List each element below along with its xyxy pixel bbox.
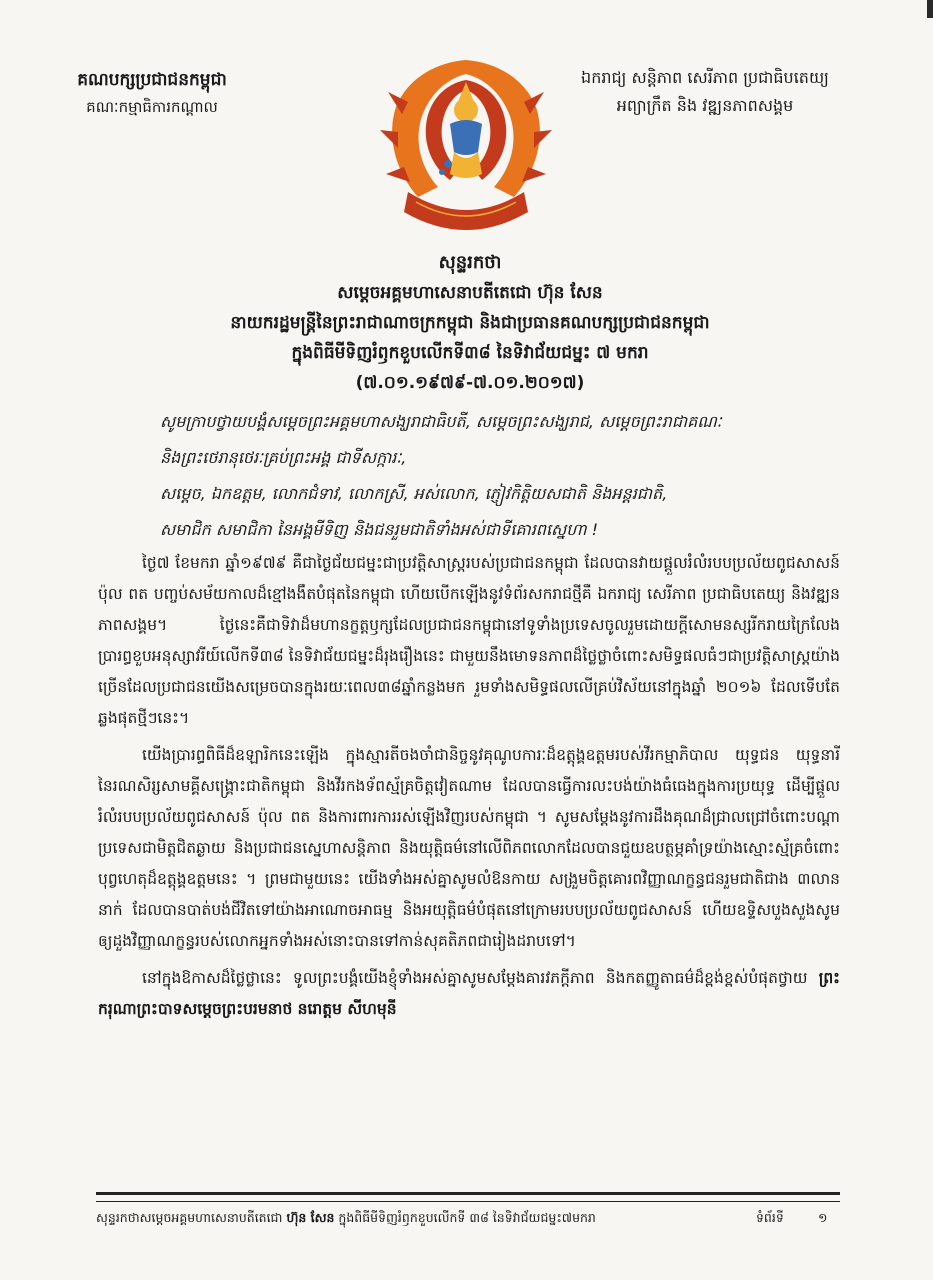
salutation-line: សូមក្រាបថ្វាយបង្គំសម្ដេចព្រះអគ្គមហាសង្ឃរាជាធិបតី, សម្ដេចព្រះសង្ឃរាជ, សម្ដេចព្រះរាជាគណៈ — [160, 412, 722, 431]
motto-line-2: អព្យាក្រឹត និង វឌ្ឍនភាពសង្គម — [616, 96, 794, 115]
speech-body — [98, 548, 840, 1031]
motto-line-1: ឯករាជ្យ សន្តិភាព សេរីភាព ប្រជាធិបតេយ្យ — [581, 68, 829, 87]
paragraph-text: នៅក្នុងឱកាសដ៏ថ្លៃថ្លានេះ ទូលព្រះបង្គំយើងខ្ញុំទាំងអស់គ្នាសូមសម្ដែងគារវភក្តីភាព និងកតញ្ញូតាធម៌ដ៏ខ្ពង់ខ្ពស់បំផុតថ្វាយ — [142, 969, 819, 987]
paragraph: យើងប្រារព្ធពិធីដ៏ឧឡារិកនេះឡើង ក្នុងស្មារតីចងចាំជានិច្ចនូវគុណូបការៈដ៏ឧត្តុង្គឧត្តមរបស់វីរកម្មាភិបាល យុទ្ធជន យុទ្ធនារី នៃរណសិរ្សសាមគ្គីសង្គ្រោះជាតិកម្ពុជា និងវីរកងទ័ពស្ម័គ្រចិត្តវៀតណាម ដែលបានធ្វើការលះបង់យ៉ាងធំធេងក្នុងការប្រយុទ្ធ ដើម្បីផ្ដួលរំលំរបបប្រល័យពូជសាសន៍ ប៉ុល ពត និងការពារការរស់ឡើងវិញរបស់កម្ពុជា ។ សូមសម្ដែងនូវការដឹងគុណដ៏ជ្រាលជ្រៅចំពោះបណ្ដាប្រទេសជាមិត្តជិតឆ្ងាយ និងប្រជាជនស្នេហាសន្តិភាព និងយុត្តិធម៌នៅលើពិភពលោកដែលបានជួយឧបត្ថម្ភគាំទ្រយ៉ាងស្មោះស្ម័គ្រចំពោះបុព្វហេតុដ៏ឧត្តុង្គឧត្តមនេះ ។ ព្រមជាមួយនេះ យើងទាំងអស់គ្នាសូមលំឱនកាយ សង្រួមចិត្តគោរពវិញ្ញាណក្ខន្ធជនរួមជាតិជាង ៣លាននាក់ ដែលបានបាត់បង់ជីវិតទៅយ៉ាងអាណោចអាធម្ម និងអយុត្តិធម៌បំផុតនៅក្រោមរបបប្រល័យពូជសាសន៍ ហើយឧទ្ទិសបួងសួងសូមឲ្យដួងវិញ្ញាណក្ខន្ធរបស់លោកអ្នកទាំងអស់នោះបានទៅកាន់សុគតិភពជារៀងដរាបទៅ។ — [98, 746, 840, 950]
event-name: ក្នុងពិធីមីទិញរំឭកខួបលើកទី៣៨ នៃទិវាជ័យជម្នះ ៧ មករា — [291, 343, 649, 363]
page-label: ទំព័រទី — [756, 1210, 784, 1225]
salutation-line: សមាជិក សមាជិកា នៃអង្គមីទិញ និងជនរួមជាតិទាំងអស់ជាទីគោរពស្នេហា ! — [160, 520, 599, 539]
footer-divider — [96, 1192, 840, 1202]
speaker-titles: នាយករដ្ឋមន្ត្រីនៃព្រះរាជាណាចក្រកម្ពុជា និងជាប្រធានគណបក្សប្រជាជនកម្ពុជា — [230, 313, 710, 333]
speech-heading: សុន្ទរកថា — [438, 252, 502, 273]
footer-speaker: ហ៊ុន សែន — [286, 1210, 335, 1225]
scan-edge — [927, 0, 933, 18]
salutation-line: និងព្រះថេរានុថេរៈគ្រប់ព្រះអង្គ ជាទីសក្ការៈ, — [160, 448, 407, 467]
footer-text: សុន្ទរកថាសម្ដេចអគ្គមហាសេនាបតីតេជោ — [96, 1210, 287, 1225]
party-name: គណបក្សប្រជាជនកម្ពុជា — [77, 70, 227, 90]
speech-title — [80, 248, 860, 398]
event-dates: (៧.០១.១៩៧៩-៧.០១.២០១៧) — [355, 373, 585, 393]
paragraph — [98, 963, 840, 1025]
footer-text: ក្នុងពិធីមីទិញរំឭកខួបលើកទី ៣៨ នៃទិវាជ័យជម្នះ៧មករា — [334, 1210, 596, 1225]
footer-caption — [96, 1210, 596, 1229]
salutation-line: សម្ដេច, ឯកឧត្តម, លោកជំទាវ, លោកស្រី, អស់លោក, ភ្ញៀវកិត្តិយសជាតិ និងអន្តរជាតិ, — [160, 484, 668, 503]
speaker-name: សម្ដេចអគ្គមហាសេនាបតីតេជោ ហ៊ុន សែន — [337, 283, 603, 303]
cpp-party-emblem-icon — [378, 52, 554, 242]
party-header — [52, 66, 252, 120]
committee-name: គណៈកម្មាធិការកណ្ដាល — [86, 98, 218, 116]
paragraph: ថ្ងៃ៧ ខែមករា ឆ្នាំ១៩៧៩ គឺជាថ្ងៃជ័យជម្នះជាប្រវត្តិសាស្ត្ររបស់ប្រជាជនកម្ពុជា ដែលបានវាយផ្ដួលរំលំរបបប្រល័យពូជសាសន៍ ប៉ុល ពត បញ្ចប់សម័យកាលដ៏ខ្មៅងងឹតបំផុតនៃកម្ពុជា ហើយបើកឡើងនូវទំព័រសករាជថ្មីគឺ ឯករាជ្យ សេរីភាព ប្រជាធិបតេយ្យ និងវឌ្ឍនភាពសង្គម។ ថ្ងៃនេះគឺជាទិវាដ៏មហានក្ខត្តឫក្សដែលប្រជាជនកម្ពុជានៅទូទាំងប្រទេសចូលរួមដោយក្ដីសោមនស្សរីករាយក្រៃលែង ប្រារព្ធខួបអនុស្សាវរីយ៍លើកទី៣៨ នៃទិវាជ័យជម្នះដ៏រុងរឿងនេះ ជាមួយនឹងមោទនភាពដ៏ថ្លៃថ្លាចំពោះសមិទ្ធផលធំៗជាប្រវត្តិសាស្ត្រយ៉ាងច្រើនដែលប្រជាជនយើងសម្រេចបានក្នុងរយៈពេល៣៨ឆ្នាំកន្លងមក រួមទាំងសមិទ្ធផលលើគ្រប់វិស័យនៅក្នុងឆ្នាំ ២០១៦ ដែលទើបតែឆ្លងផុតថ្មីៗនេះ។ — [98, 554, 840, 727]
salutation — [160, 404, 880, 548]
page-number: ១ — [818, 1210, 828, 1225]
royal-title: ព្រះករុណាព្រះបាទសម្ដេចព្រះបរមនាថ នរោត្តម សីហមុនី — [98, 969, 840, 1018]
motto-header — [535, 64, 875, 120]
